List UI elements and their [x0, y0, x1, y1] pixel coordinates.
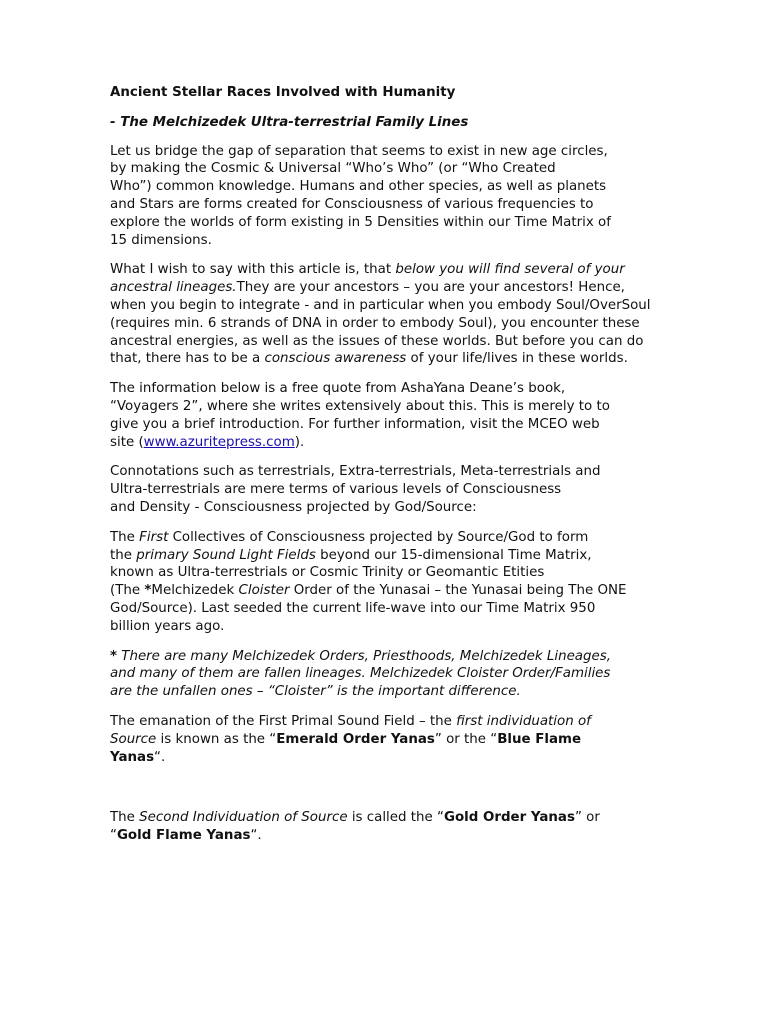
- document-body: [110, 84, 665, 857]
- paragraph-footnote: * There are many Melchizedek Orders, Priesthoods, Melchizedek Lineages, and many of them are fallen lineages. Melchizedek Cloister Order/Families are the unfallen ones – “Cloister” is the important difference.: [110, 648, 611, 700]
- paragraph-intro: Let us bridge the gap of separation that seems to exist in new age circles, by making the Cosmic & Universal “Who’s Who” (or “Who Created Who”) common knowledge. Humans and other species, as well as planets and Stars are forms created for Consciousness of various frequencies to explore the worlds of form existing in 5 Densities within our Time Matrix of 15 dimensions.: [110, 143, 611, 248]
- azuritepress-link[interactable]: www.azuritepress.com: [143, 434, 295, 450]
- blank-line: [110, 778, 665, 809]
- paragraph-information-source: The information below is a free quote from AshaYana Deane’s book, “Voyagers 2”, where she writes extensively about this. This is merely to to give you a brief introduction. For further information, visit the MCEO web site (www.azuritepress.com).: [110, 381, 610, 450]
- paragraph-emerald-order: The emanation of the First Primal Sound Field – the first individuation of Source is known as the “Emerald Order Yanas” or the “Blue Flame Yanas“.: [110, 713, 591, 765]
- document-subtitle: - The Melchizedek Ultra-terrestrial Family Lines: [110, 114, 469, 130]
- paragraph-ancestral-lineages: What I wish to say with this article is, that below you will find several of your ancestral lineages.They are your ancestors – you are your ancestors! Hence, when you begin to integrate - and in particular when you embody Soul/OverSoul (requires min. 6 strands of DNA in order to embody Soul), you encounter these ancestral energies, as well as the issues of these worlds. But before you can do that, there has to be a conscious awareness of your life/lives in these worlds.: [110, 262, 651, 367]
- document-title: Ancient Stellar Races Involved with Humanity: [110, 85, 456, 100]
- paragraph-connotations: Connotations such as terrestrials, Extra-terrestrials, Meta-terrestrials and Ultra-terrestrials are mere terms of various levels of Consciousness and Density - Consciousness projected by God/Source:: [110, 464, 601, 515]
- paragraph-gold-order: The Second Individuation of Source is called the “Gold Order Yanas” or “Gold Flame Yanas“.: [110, 810, 600, 844]
- paragraph-first-collectives: The First Collectives of Consciousness projected by Source/God to form the primary Sound Light Fields beyond our 15-dimensional Time Matrix, known as Ultra-terrestrials or Cosmic Trinity or Geomantic Etities (The *Melchizedek Cloister Order of the Yunasai – the Yunasai being The ONE God/Source). Last seeded the current life-wave into our Time Matrix 950 billion years ago.: [110, 529, 627, 634]
